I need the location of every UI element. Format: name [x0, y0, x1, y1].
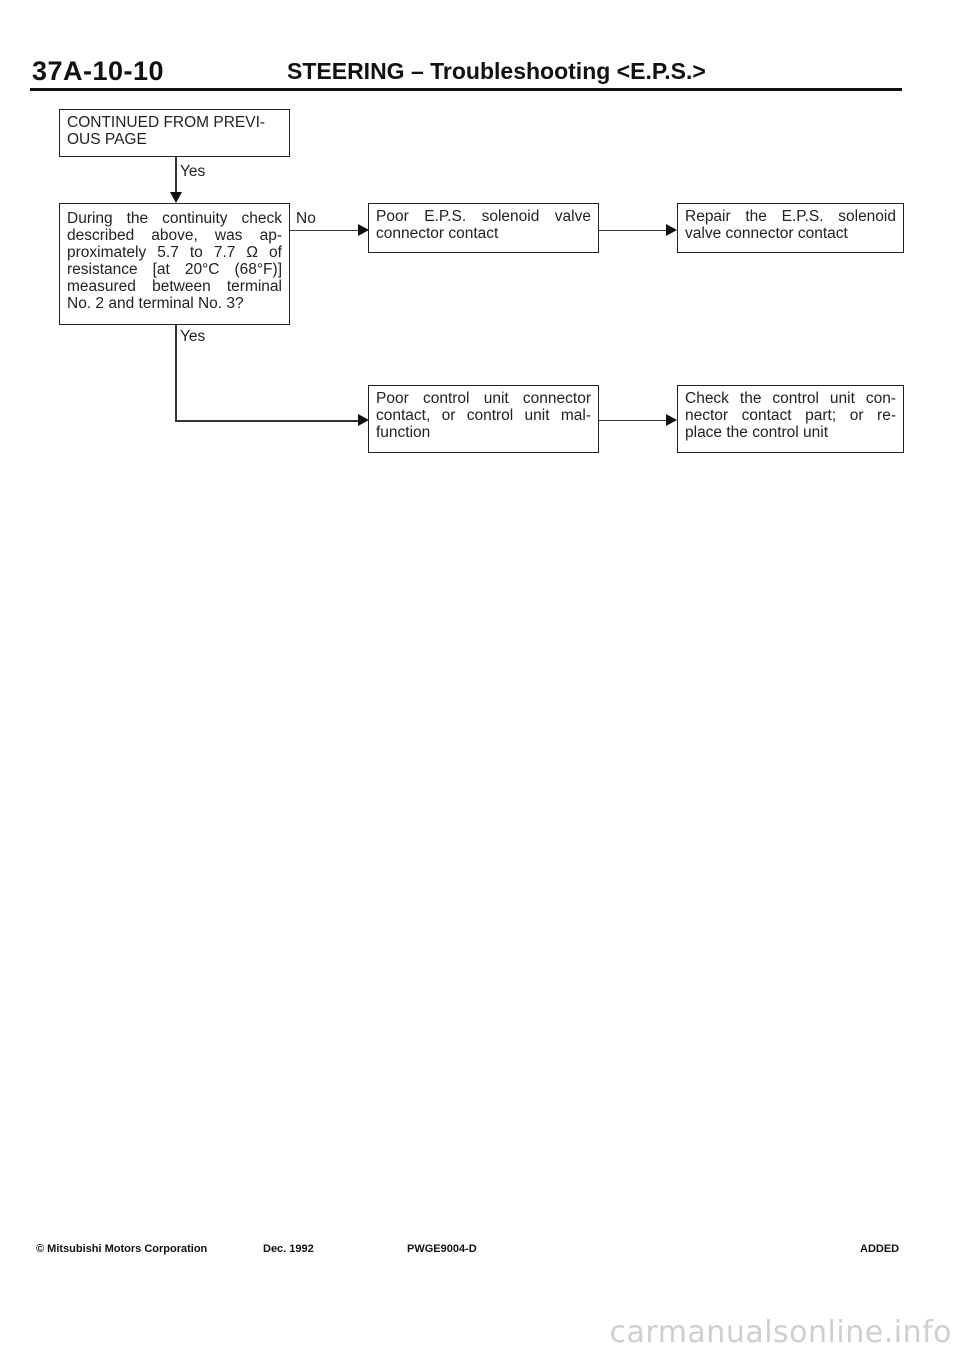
yes-label-2: Yes: [180, 328, 206, 345]
footer-copyright: © Mitsubishi Motors Corporation: [36, 1243, 208, 1255]
decision-line: proximately 5.7 to 7.7 Ω of: [67, 244, 282, 261]
remedy-yes-line: nector contact part; or re-: [685, 407, 896, 424]
connector-start-decision: [175, 157, 177, 194]
start-box-line: OUS PAGE: [67, 131, 147, 148]
yes-label-1: Yes: [180, 163, 206, 180]
remedy-no-line: valve connector contact: [685, 225, 848, 242]
start-box: [59, 109, 290, 157]
cause-no-box: [368, 203, 599, 253]
section-title: STEERING – Troubleshooting <E.P.S.>: [287, 58, 706, 84]
start-box-line: CONTINUED FROM PREVI-: [67, 114, 266, 131]
arrow-right-icon: [666, 414, 677, 426]
cause-yes-line: Poor control unit connector: [376, 390, 591, 407]
remedy-no-box: [677, 203, 904, 253]
connector-no-branch: [290, 230, 358, 231]
decision-box: [59, 203, 290, 325]
cause-yes-line: function: [376, 424, 431, 441]
remedy-yes-line: place the control unit: [685, 424, 829, 441]
footer-doc-code: PWGE9004-D: [407, 1243, 477, 1255]
footer-status: ADDED: [860, 1243, 900, 1255]
remedy-yes-line: Check the control unit con-: [685, 390, 896, 407]
connector-yes-branch-vertical: [175, 325, 177, 421]
cause-yes-line: contact, or control unit mal-: [376, 407, 591, 424]
arrow-right-icon: [666, 224, 677, 236]
decision-line: measured between terminal: [67, 278, 282, 295]
decision-line: resistance [at 20°C (68°F)]: [67, 261, 282, 278]
cause-no-line: connector contact: [376, 225, 499, 242]
decision-line: described above, was ap-: [67, 227, 282, 244]
decision-line: No. 2 and terminal No. 3?: [67, 295, 244, 312]
remedy-yes-box: [677, 385, 904, 453]
decision-line: During the continuity check: [67, 210, 282, 227]
connector-cause-remedy-yes: [599, 420, 667, 421]
footer-date: Dec. 1992: [263, 1243, 314, 1255]
connector-cause-remedy-no: [599, 230, 667, 231]
watermark: carmanualsonline.info: [609, 1315, 952, 1350]
arrow-down-icon: [170, 192, 182, 203]
cause-yes-box: [368, 385, 599, 453]
cause-no-line: Poor E.P.S. solenoid valve: [376, 208, 591, 225]
no-label: No: [296, 210, 316, 227]
page-number: 37A-10-10: [32, 56, 165, 86]
remedy-no-line: Repair the E.P.S. solenoid: [685, 208, 896, 225]
header-rule: [30, 88, 902, 91]
connector-yes-branch-horizontal: [175, 420, 358, 422]
